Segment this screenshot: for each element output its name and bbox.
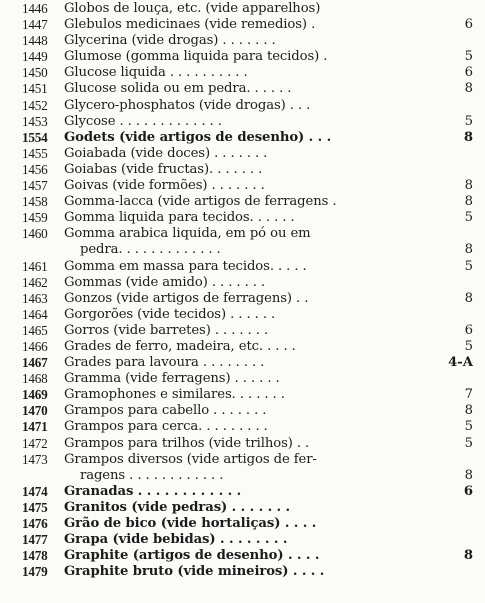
- entry-code: 1459: [22, 210, 48, 226]
- entry-description: Grampos para cabello . . . . . . .: [64, 403, 267, 419]
- entry-description: Gramma (vide ferragens) . . . . . .: [64, 371, 280, 387]
- entry-code: 1476: [22, 516, 48, 531]
- entry-page-ref: 8: [464, 242, 473, 258]
- entry-description: Gomma-lacca (vide artigos de ferragens .: [64, 194, 337, 210]
- index-entry: [0, 114, 485, 130]
- entry-page-ref: 5: [464, 210, 473, 226]
- index-entry: [0, 484, 485, 500]
- entry-description: Godets (vide artigos de desenho) . . .: [64, 129, 332, 145]
- index-entry: [0, 500, 485, 516]
- index-entry: [0, 98, 485, 114]
- entry-description: Glycero-phosphatos (vide drogas) . . .: [64, 97, 311, 113]
- entry-description: Glebulos medicinaes (vide remedios) .: [64, 17, 316, 33]
- index-entry: [0, 371, 485, 387]
- entry-description: Granadas . . . . . . . . . . . .: [64, 483, 242, 499]
- entry-description: Gorgorões (vide tecidos) . . . . . .: [64, 306, 276, 322]
- entry-page-ref: 8: [463, 548, 473, 564]
- entry-page-ref: 5: [464, 49, 473, 65]
- index-entry: [0, 162, 485, 178]
- entry-description: Gorros (vide barretes) . . . . . . .: [64, 322, 269, 338]
- entry-page-ref: 6: [464, 65, 473, 81]
- index-entry: [0, 452, 485, 468]
- entry-page-ref: 5: [464, 258, 473, 274]
- entry-page-ref: 8: [464, 194, 473, 210]
- entry-code: 1451: [22, 81, 48, 97]
- entry-description: Grão de bico (vide hortaliças) . . . .: [64, 516, 317, 531]
- entry-code: 1474: [22, 483, 48, 499]
- entry-code: 1475: [22, 499, 48, 515]
- entry-page-ref: 8: [464, 178, 473, 194]
- entry-code: 1460: [22, 226, 48, 242]
- entry-code: 1463: [22, 290, 48, 306]
- entry-page-ref: 8: [464, 81, 473, 97]
- index-entry: [0, 468, 485, 484]
- entry-description: Grades para lavoura . . . . . . . .: [64, 355, 265, 371]
- entry-description: Goivas (vide formões) . . . . . . .: [64, 178, 265, 194]
- entry-description: Glycerina (vide drogas) . . . . . . .: [64, 33, 276, 49]
- entry-code: 1453: [22, 113, 48, 129]
- index-entry: [0, 387, 485, 403]
- entry-description: Gomma arabica liquida, em pó ou em: [64, 226, 311, 242]
- index-entry: [0, 259, 485, 275]
- index-entry: [0, 307, 485, 323]
- entry-page-ref: 8: [464, 403, 473, 419]
- index-entry: [0, 130, 485, 146]
- entry-code: 1470: [22, 403, 48, 419]
- entry-code: 1479: [22, 564, 48, 580]
- entry-description: Glucose solida ou em pedra. . . . . .: [64, 81, 292, 97]
- index-entry: [0, 419, 485, 435]
- entry-page-ref: 6: [464, 322, 473, 338]
- entry-code: 1477: [22, 532, 48, 548]
- index-entry: [0, 323, 485, 339]
- entry-description: Goiabas (vide fructas). . . . . . .: [64, 161, 263, 177]
- index-entry: [0, 65, 485, 81]
- entry-page-ref: 5: [464, 435, 473, 451]
- entry-code: 1456: [22, 161, 48, 177]
- entry-description: pedra. . . . . . . . . . . . .: [80, 242, 221, 258]
- index-entry: [0, 516, 485, 532]
- entry-code: 1462: [22, 274, 48, 290]
- index-entry: [0, 146, 485, 162]
- entry-code: 1446: [22, 1, 48, 16]
- entry-description: Gommas (vide amido) . . . . . . .: [64, 274, 266, 290]
- entry-description: Gomma em massa para tecidos. . . . .: [64, 258, 307, 274]
- entry-description: Grades de ferro, madeira, etc. . . . .: [64, 338, 296, 354]
- entry-code: 1471: [22, 419, 48, 435]
- entry-code: 1554: [22, 129, 48, 145]
- tariff-index-list: [0, 1, 485, 580]
- entry-code: 1469: [22, 387, 48, 403]
- entry-description: ragens . . . . . . . . . . . .: [80, 467, 224, 483]
- entry-code: 1472: [22, 435, 48, 451]
- index-entry: [0, 548, 485, 564]
- entry-code: 1448: [22, 33, 48, 49]
- entry-code: 1478: [22, 548, 48, 564]
- entry-description: Grampos para cerca. . . . . . . . .: [64, 419, 268, 435]
- entry-page-ref: 6: [464, 17, 473, 33]
- entry-code: 1461: [22, 258, 48, 274]
- entry-description: Goiabada (vide doces) . . . . . . .: [64, 145, 268, 161]
- index-entry: [0, 403, 485, 419]
- entry-page-ref: 8: [463, 129, 473, 145]
- index-entry: [0, 194, 485, 210]
- entry-description: Gomma liquida para tecidos. . . . . .: [64, 210, 295, 226]
- entry-code: 1450: [22, 65, 48, 81]
- entry-description: Gramophones e similares. . . . . . .: [64, 387, 285, 403]
- index-entry: [0, 532, 485, 548]
- entry-code: 1466: [22, 338, 48, 354]
- index-entry: [0, 291, 485, 307]
- entry-code: 1465: [22, 322, 48, 338]
- entry-description: Globos de louça, etc. (vide apparelhos): [64, 1, 321, 16]
- entry-code: 1455: [22, 145, 48, 161]
- index-entry: [0, 210, 485, 226]
- entry-page-ref: 5: [464, 419, 473, 435]
- index-entry: [0, 178, 485, 194]
- entry-code: 1458: [22, 194, 48, 210]
- entry-description: Glucose liquida . . . . . . . . . .: [64, 65, 248, 81]
- entry-code: 1468: [22, 371, 48, 387]
- entry-code: 1449: [22, 49, 48, 65]
- entry-description: Glumose (gomma liquida para tecidos) .: [64, 49, 328, 65]
- entry-description: Glycose . . . . . . . . . . . . .: [64, 113, 222, 129]
- entry-page-ref: 8: [464, 467, 473, 483]
- index-entry: [0, 226, 485, 242]
- entry-description: Grampos diversos (vide artigos de fer-: [64, 451, 317, 467]
- index-entry: [0, 339, 485, 355]
- entry-code: 1464: [22, 306, 48, 322]
- entry-description: Granitos (vide pedras) . . . . . . .: [64, 499, 291, 515]
- index-entry: [0, 275, 485, 291]
- entry-page-ref: 6: [463, 483, 473, 499]
- index-entry: [0, 355, 485, 371]
- entry-page-ref: 7: [464, 387, 473, 403]
- entry-description: Graphite (artigos de desenho) . . . .: [64, 548, 320, 564]
- entry-page-ref: 8: [464, 290, 473, 306]
- entry-description: Grapa (vide bebidas) . . . . . . . .: [64, 532, 288, 548]
- entry-description: Grampos para trilhos (vide trilhos) . .: [64, 435, 310, 451]
- index-entry: [0, 1, 485, 17]
- entry-code: 1457: [22, 178, 48, 194]
- entry-description: Gonzos (vide artigos de ferragens) . .: [64, 290, 309, 306]
- entry-code: 1452: [22, 97, 48, 113]
- index-entry: [0, 564, 485, 580]
- entry-description: Graphite bruto (vide mineiros) . . . .: [64, 564, 325, 580]
- entry-code: 1467: [22, 355, 48, 371]
- index-entry: [0, 33, 485, 49]
- index-entry: [0, 17, 485, 33]
- entry-page-ref: 4-A: [448, 355, 473, 371]
- index-entry: [0, 242, 485, 258]
- index-entry: [0, 49, 485, 65]
- entry-page-ref: 5: [464, 338, 473, 354]
- entry-page-ref: 5: [464, 113, 473, 129]
- entry-code: 1447: [22, 17, 48, 33]
- entry-code: 1473: [22, 451, 48, 467]
- index-entry: [0, 81, 485, 97]
- index-entry: [0, 436, 485, 452]
